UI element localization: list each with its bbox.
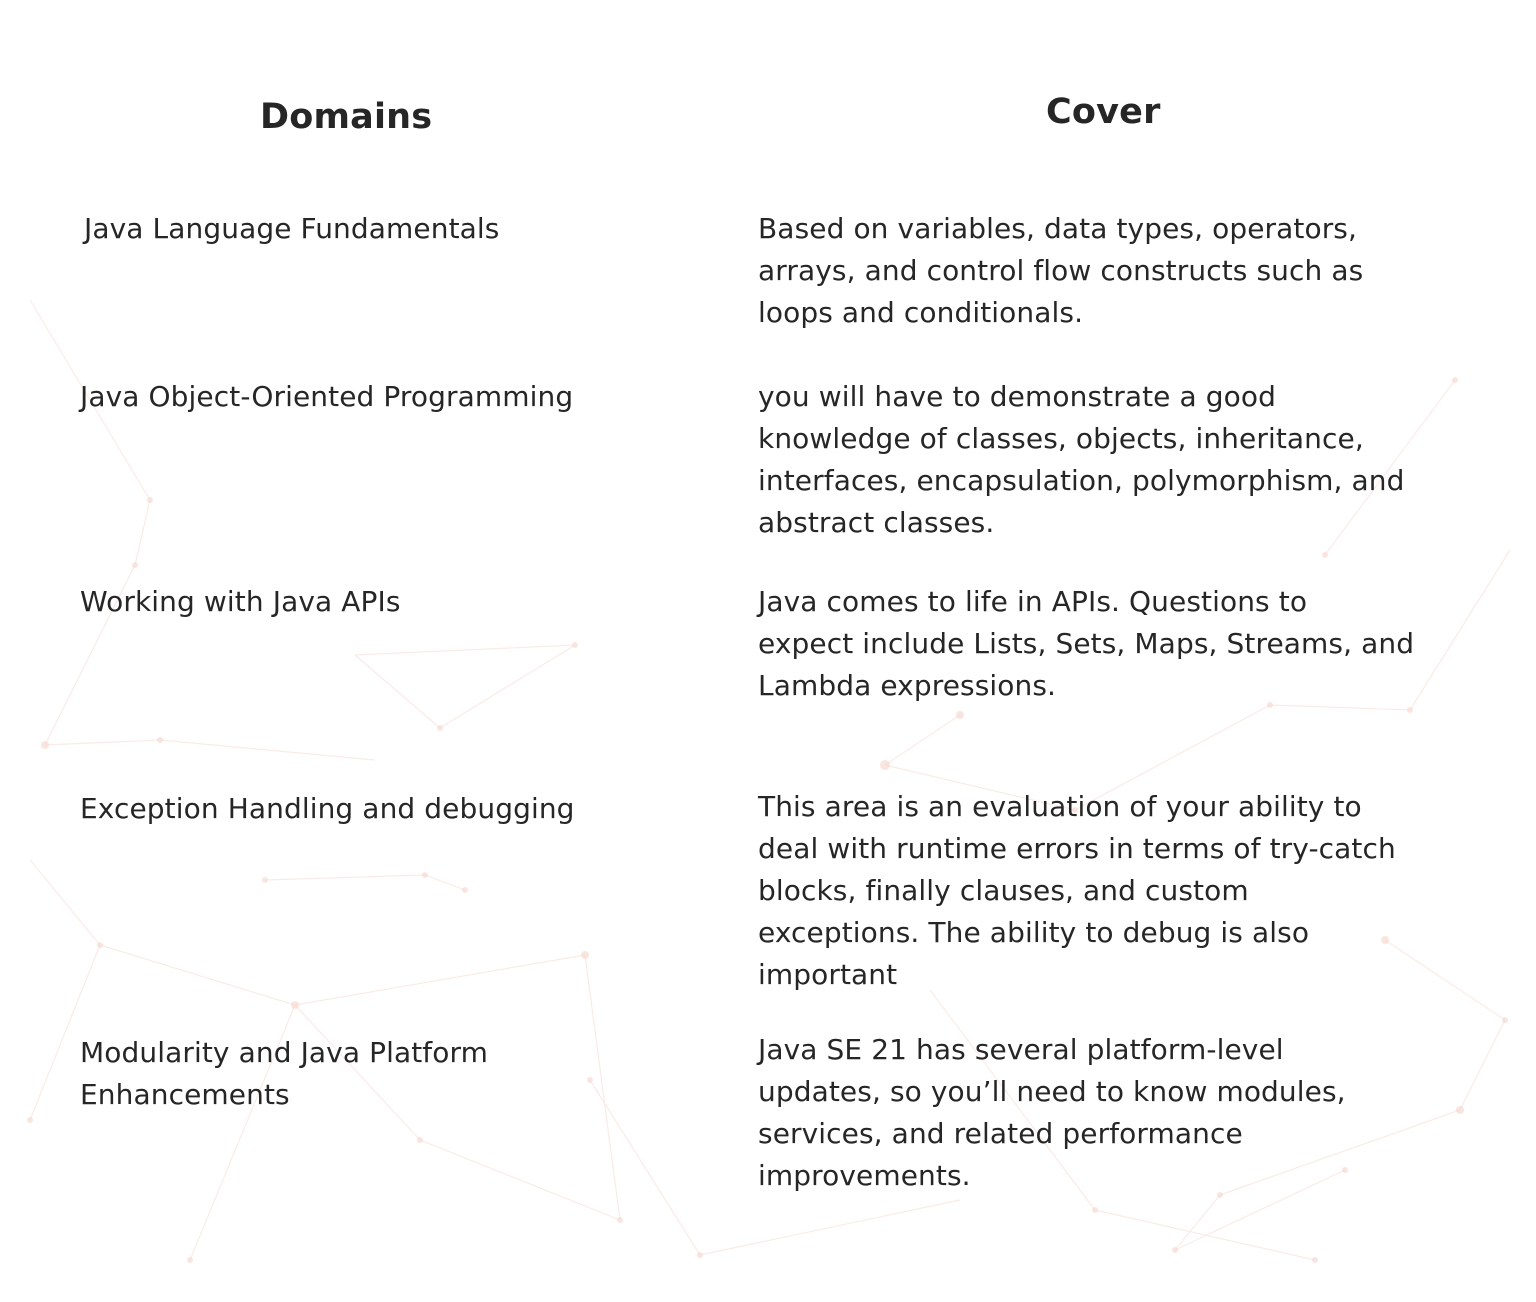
table-row-1-domain bbox=[84, 208, 684, 250]
cover-text: exceptions. The ability to debug is also bbox=[758, 916, 1310, 949]
table-row-1-cover bbox=[758, 208, 1458, 334]
cover-text: important bbox=[758, 958, 898, 991]
cover-text: expect include Lists, Sets, Maps, Streams, and bbox=[758, 627, 1415, 660]
cover-text: knowledge of classes, objects, inheritance, bbox=[758, 422, 1364, 455]
table-row-5-domain bbox=[80, 1032, 680, 1116]
domain-text: Java Language Fundamentals bbox=[84, 212, 500, 245]
cover-text: This area is an evaluation of your ability to bbox=[758, 790, 1362, 823]
cover-text: you will have to demonstrate a good bbox=[758, 380, 1276, 413]
cover-text: deal with runtime errors in terms of try-catch bbox=[758, 832, 1396, 865]
domain-text: Exception Handling and debugging bbox=[80, 792, 575, 825]
cover-text: interfaces, encapsulation, polymorphism, and bbox=[758, 464, 1405, 497]
table-row-3-cover bbox=[758, 581, 1458, 707]
table-row-3-domain bbox=[80, 581, 680, 623]
table-row-5-cover bbox=[758, 1029, 1458, 1197]
cover-text: arrays, and control flow constructs such as bbox=[758, 254, 1364, 287]
cover-text: Lambda expressions. bbox=[758, 669, 1057, 702]
domain-text: Working with Java APIs bbox=[80, 585, 401, 618]
table-row-2-domain bbox=[80, 376, 680, 418]
cover-text: services, and related performance bbox=[758, 1117, 1243, 1150]
cover-text: Based on variables, data types, operators, bbox=[758, 212, 1357, 245]
domain-text: Modularity and Java Platform bbox=[80, 1036, 488, 1069]
cover-text: abstract classes. bbox=[758, 506, 995, 539]
cover-text: Java SE 21 has several platform-level bbox=[758, 1033, 1284, 1066]
table-row-4-cover bbox=[758, 786, 1458, 996]
domain-text: Enhancements bbox=[80, 1078, 290, 1111]
domain-text: Java Object-Oriented Programming bbox=[80, 380, 574, 413]
cover-text: updates, so you’ll need to know modules, bbox=[758, 1075, 1346, 1108]
header-cover: Cover bbox=[1046, 92, 1161, 132]
cover-text: blocks, finally clauses, and custom bbox=[758, 874, 1249, 907]
cover-text: improvements. bbox=[758, 1159, 971, 1192]
header-domains: Domains bbox=[260, 97, 433, 137]
cover-text: Java comes to life in APIs. Questions to bbox=[758, 585, 1308, 618]
table-row-4-domain bbox=[80, 788, 680, 830]
cover-text: loops and conditionals. bbox=[758, 296, 1084, 329]
table-row-2-cover bbox=[758, 376, 1458, 544]
